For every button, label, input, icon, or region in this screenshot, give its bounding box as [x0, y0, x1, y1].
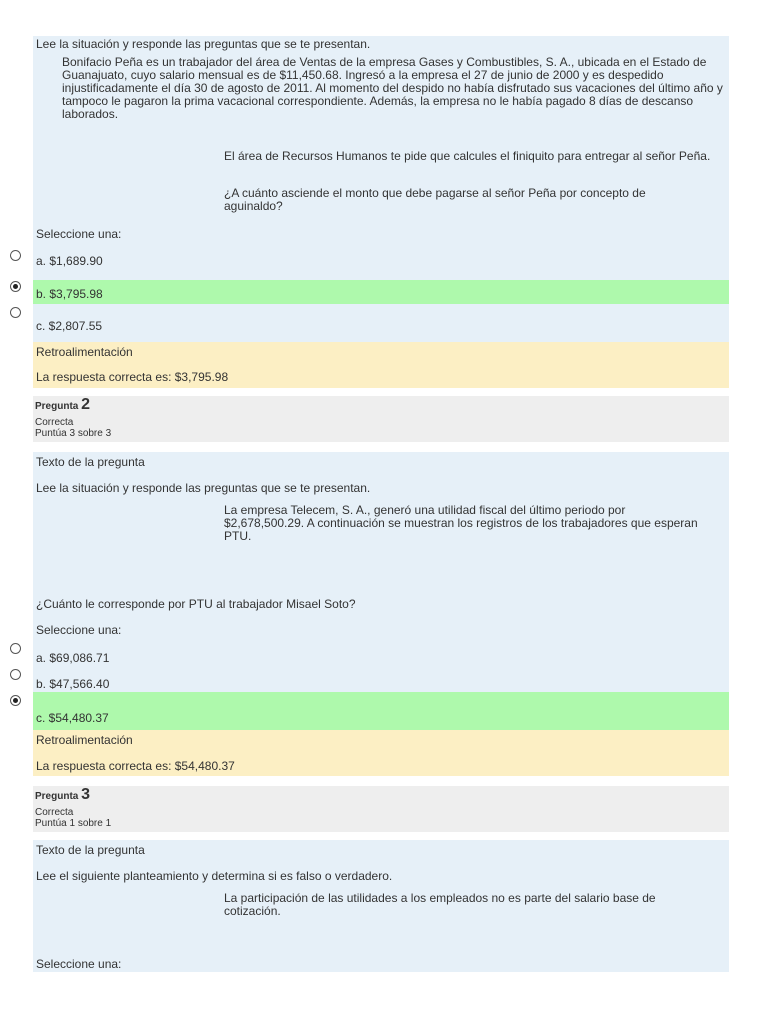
question-2-prompt: ¿Cuánto le corresponde por PTU al trabajador Misael Soto? [36, 597, 356, 611]
question-3-text-label: Texto de la pregunta [36, 843, 145, 857]
question-1-option-c-label[interactable]: c. $2,807.55 [36, 319, 103, 333]
question-2-option-c-radio[interactable] [10, 695, 21, 706]
question-2-intro: Lee la situación y responde las preguntas que se te presentan. [36, 481, 371, 495]
question-3-status: Correcta [35, 807, 74, 818]
question-2-option-b-radio[interactable] [10, 669, 21, 680]
question-1-correct-answer: La respuesta correcta es: $3,795.98 [36, 370, 229, 384]
question-2-text-label: Texto de la pregunta [36, 455, 145, 469]
question-1-task: El área de Recursos Humanos te pide que calcules el finiquito para entregar al señor Peña. [224, 149, 711, 163]
question-3-text-panel [33, 840, 729, 972]
question-3-number: 3 [81, 786, 91, 803]
question-1-option-b-radio[interactable] [10, 281, 21, 292]
question-3-heading [35, 788, 90, 803]
question-1-option-c-radio[interactable] [10, 307, 21, 318]
question-1-option-b-row[interactable] [33, 280, 729, 304]
question-2-info [33, 396, 729, 442]
question-1-prompt: ¿A cuánto asciende el monto que debe pagarse al señor Peña por concepto de aguinaldo? [224, 186, 646, 213]
question-3-score: Puntúa 1 sobre 1 [35, 818, 112, 829]
question-2-scenario: La empresa Telecem, S. A., generó una utilidad fiscal del último periodo por $2,678,500.29. A continuación se muestran los registros de los trabajadores que esperan PTU. [224, 503, 698, 543]
question-2-option-c-row[interactable] [33, 692, 729, 730]
question-2-text-panel [33, 452, 729, 730]
question-2-feedback [33, 730, 729, 776]
question-3-label: Pregunta [35, 791, 79, 802]
question-1-option-b-label[interactable]: b. $3,795.98 [36, 287, 103, 301]
question-2-status: Correcta [35, 417, 74, 428]
question-1-feedback [33, 342, 729, 388]
question-2-number: 2 [81, 396, 91, 413]
question-1-option-a-radio[interactable] [10, 250, 21, 261]
question-1-text-panel [33, 36, 729, 221]
question-2-label: Pregunta [35, 401, 79, 412]
question-3-select-label: Seleccione una: [36, 957, 122, 971]
question-3-info [33, 786, 729, 832]
question-1-option-a-label[interactable]: a. $1,689.90 [36, 254, 103, 268]
question-1-intro: Lee la situación y responde las preguntas que se te presentan. [36, 37, 371, 51]
question-2-score: Puntúa 3 sobre 3 [35, 428, 112, 439]
question-3-statement: La participación de las utilidades a los empleados no es parte del salario base de cotización. [224, 891, 656, 918]
question-2-option-b-label[interactable]: b. $47,566.40 [36, 677, 110, 691]
question-2-correct-answer: La respuesta correcta es: $54,480.37 [36, 759, 235, 773]
question-2-option-a-label[interactable]: a. $69,086.71 [36, 651, 110, 665]
question-2-option-c-label[interactable]: c. $54,480.37 [36, 711, 109, 725]
question-2-feedback-title: Retroalimentación [36, 733, 133, 747]
question-2-option-a-radio[interactable] [10, 643, 21, 654]
question-2-select-label: Seleccione una: [36, 623, 122, 637]
question-1-select-label: Seleccione una: [36, 227, 122, 241]
question-3-intro: Lee el siguiente planteamiento y determina si es falso o verdadero. [36, 869, 393, 883]
question-1-scenario: Bonifacio Peña es un trabajador del área de Ventas de la empresa Gases y Combustibles, S. A., ubicada en el Estado de Guanajuato, cuyo salario mensual es de $11,450.68. Ingresó a la empresa el 27 de junio de 2000 y es despedido injustificadamente el día 30 de agosto de 2011. Al momento del despido no había disfrutado sus vacaciones del último año y tampoco le pagaron la prima vacacional correspondiente. Además, la empresa no le había pagado 8 días de descanso laborados. [62, 55, 723, 121]
question-2-heading [35, 398, 90, 413]
question-1-feedback-title: Retroalimentación [36, 345, 133, 359]
